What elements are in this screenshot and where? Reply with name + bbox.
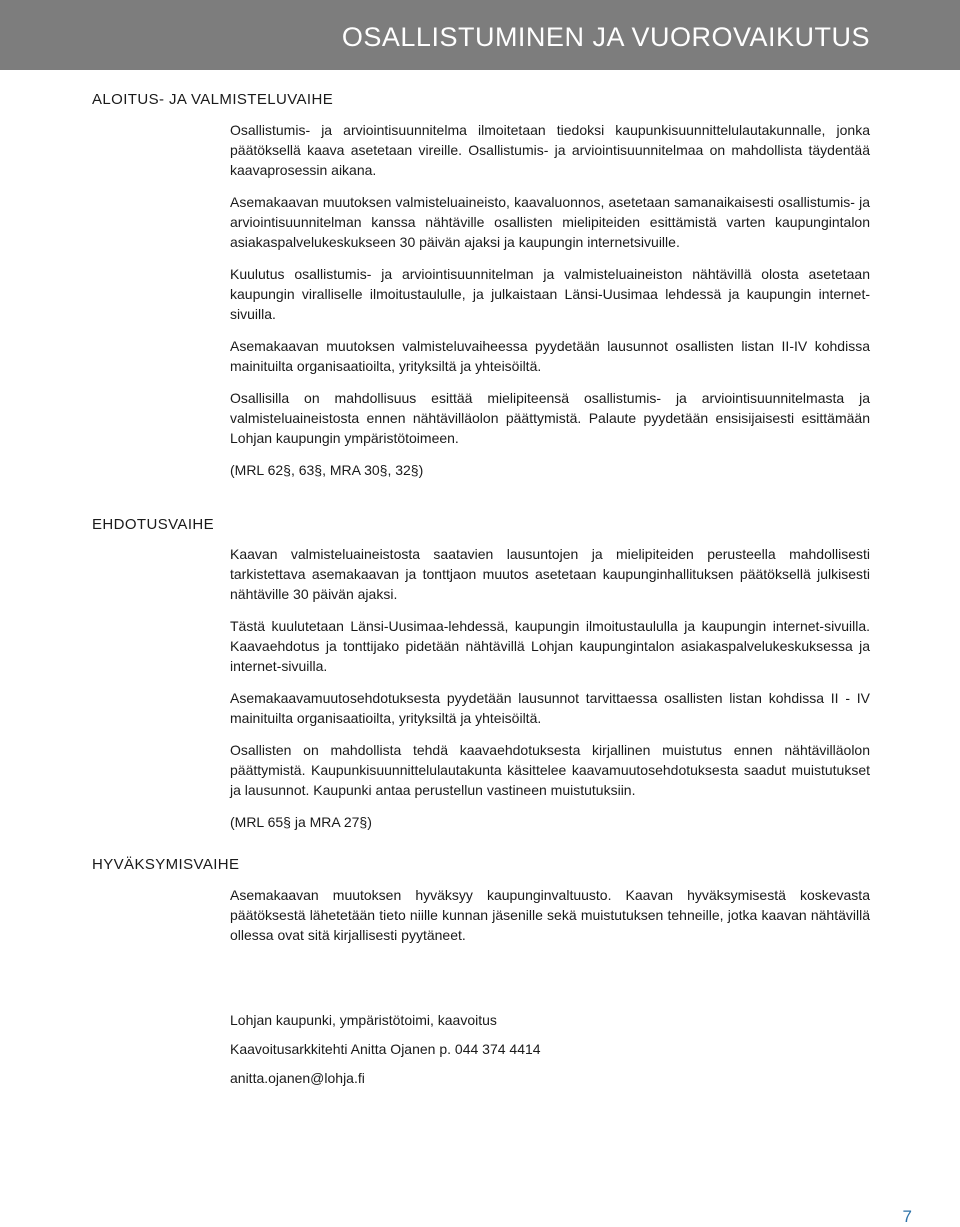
contact-person: Kaavoitusarkkitehti Anitta Ojanen p. 044 374 4414 (230, 1041, 541, 1057)
paragraph: Asemakaavan muutoksen hyväksyy kaupunginvaltuusto. Kaavan hyväksymisestä koskevasta päätöksestä lähetetään tieto niille kunnan jäsenille sekä muistutuksen tehneille, jotka kaavan nähtävillä ollessa ovat sitä kirjallisesti pyytäneet. (230, 887, 870, 943)
paragraph: Asemakaavan muutoksen valmisteluvaiheessa pyydetään lausunnot osallisten listan II-IV kohdissa mainituilta organisaatioilta, yrityksiltä ja yhteisöiltä. (230, 338, 870, 374)
paragraph: Asemakaavamuutosehdotuksesta pyydetään lausunnot tarvittaessa osallisten listan kohdissa II - IV mainituilta organisaatioilta, yrityksiltä ja yhteisöiltä. (230, 690, 870, 726)
section-body-ehdotus (230, 544, 870, 832)
page-number: 7 (902, 1207, 912, 1226)
paragraph: Asemakaavan muutoksen valmisteluaineisto, kaavaluonnos, asetetaan samanaikaisesti osallistumis- ja arviointisuunnitelman kanssa nähtäville osallisten mielipiteiden esittämistä varten kaupungintalon asiakaspalvelukeskukseen 30 päivän ajaksi ja kaupungin internetsivuille. (230, 194, 870, 250)
section-body-aloitus (230, 120, 870, 480)
paragraph: Tästä kuulutetaan Länsi-Uusimaa-lehdessä, kaupungin ilmoitustaululla ja kaupungin internet-sivuilla. Kaavaehdotus ja tonttijako pidetään nähtävillä Lohjan kaupungintalon asiakaspalvelukeskuksessa ja internet-sivuilla. (230, 618, 870, 674)
section-heading-hyvaksymis: HYVÄKSYMISVAIHE (92, 856, 240, 873)
header-band (0, 0, 960, 70)
paragraph: Osallisten on mahdollista tehdä kaavaehdotuksesta kirjallinen muistutus ennen nähtävilläolon päättymistä. Kaupunkisuunnittelulautakunta käsittelee kaavamuutosehdotuksesta saadut muistutukset ja lausunnot. Kaupunki antaa perustellun vastineen muistutuksiin. (230, 742, 870, 798)
paragraph: Kuulutus osallistumis- ja arviointisuunnitelman ja valmisteluaineiston nähtävillä olosta asetetaan kaupungin viralliselle ilmoitustaululle, ja julkaistaan Länsi-Uusimaa lehdessä ja kaupungin internet-sivuilla. (230, 266, 870, 322)
section-body-hyvaksymis (230, 885, 870, 945)
paragraph: Kaavan valmisteluaineistosta saatavien lausuntojen ja mielipiteiden perusteella mahdollisesti tarkistettava asemakaavan ja tonttjaon muutos asetetaan kaupunginhallituksen päätöksellä julkisesti nähtäville 30 päivän ajaksi. (230, 546, 870, 602)
law-reference: (MRL 62§, 63§, MRA 30§, 32§) (230, 462, 424, 478)
section-heading-ehdotus: EHDOTUSVAIHE (92, 516, 215, 533)
contact-email: anitta.ojanen@lohja.fi (230, 1070, 365, 1086)
paragraph: Osallisilla on mahdollisuus esittää mielipiteensä osallistumis- ja arviointisuunnitelmasta ja valmisteluaineistosta ennen nähtävilläolon päättymistä. Palaute pyydetään ensisijaisesti esittämään Lohjan kaupungin ympäristötoimeen. (230, 390, 870, 446)
paragraph: Osallistumis- ja arviointisuunnitelma ilmoitetaan tiedoksi kaupunkisuunnittelulautakunnalle, jonka päätöksellä kaava asetetaan vireille. Osallistumis- ja arviointisuunnitelmaa on mahdollista täydentää kaavaprosessin aikana. (230, 122, 870, 178)
contact-org: Lohjan kaupunki, ympäristötoimi, kaavoitus (230, 1012, 497, 1028)
page-title: OSALLISTUMINEN JA VUOROVAIKUTUS (341, 22, 870, 52)
law-reference: (MRL 65§ ja MRA 27§) (230, 814, 372, 830)
section-heading-aloitus: ALOITUS- JA VALMISTELUVAIHE (92, 91, 334, 108)
